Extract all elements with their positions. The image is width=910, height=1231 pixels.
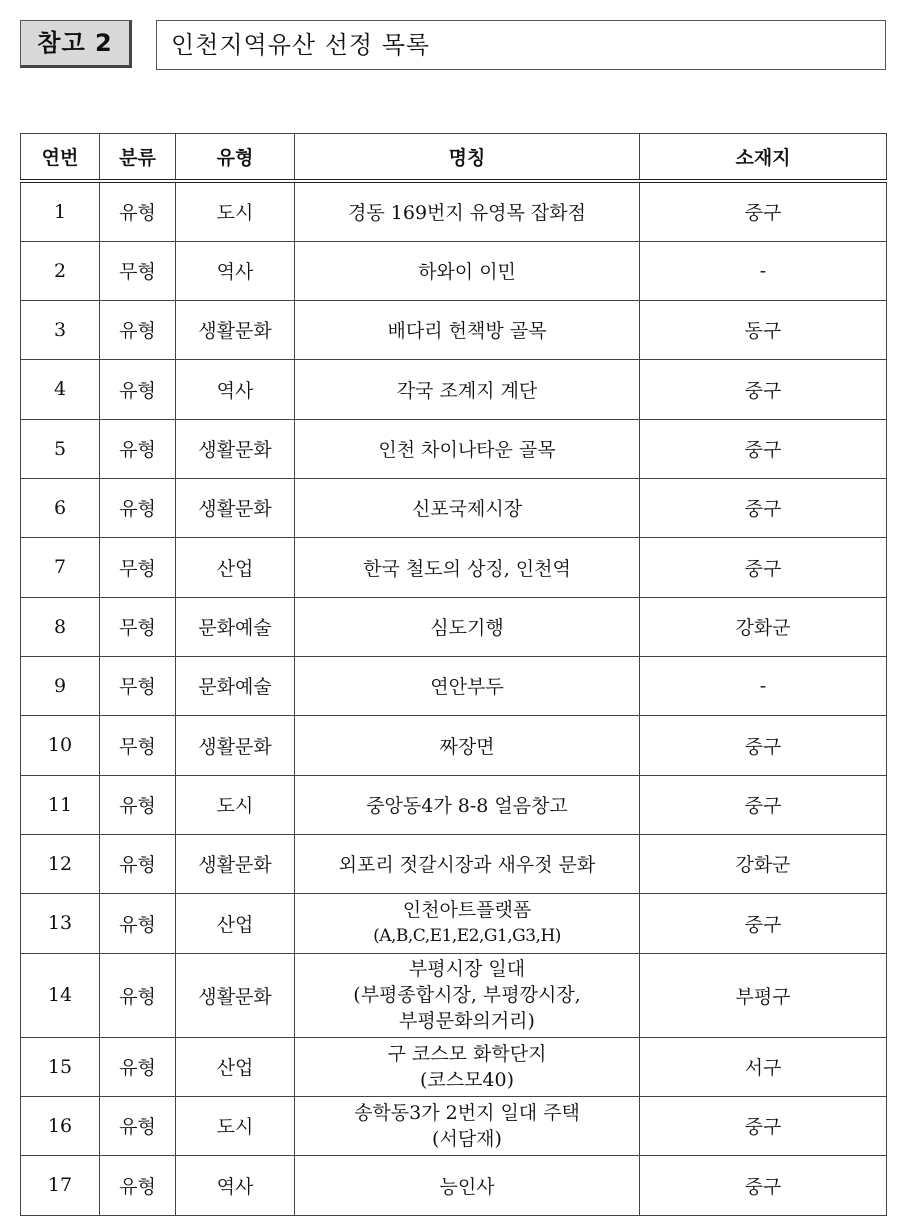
table-row [21,537,887,597]
column-header-name: 명칭 [295,134,640,182]
header-row [20,20,886,72]
cell-name [295,359,640,419]
cell-location: 강화군 [640,834,887,893]
cell-no: 4 [21,359,100,419]
table-row [21,241,887,300]
cell-name-line: 부평시장 일대 [408,958,526,980]
cell-type: 산업 [176,1037,295,1096]
cell-type: 역사 [176,241,295,300]
table-row [21,419,887,478]
cell-location: 부평구 [640,953,887,1037]
cell-location: 중구 [640,419,887,478]
cell-name-line: 중앙동4가 8-8 얼음창고 [366,795,568,817]
table-row [21,834,887,893]
cell-no: 16 [21,1096,100,1155]
cell-name [295,775,640,834]
cell-no: 2 [21,241,100,300]
cell-no: 7 [21,537,100,597]
cell-name-line: 경동 169번지 유영목 잡화점 [348,202,586,225]
table-row [21,597,887,656]
cell-location: - [640,241,887,300]
cell-name [295,241,640,300]
cell-type: 생활문화 [176,300,295,359]
table-row [21,300,887,359]
cell-category: 유형 [100,953,176,1037]
heritage-table [20,133,887,1216]
cell-type: 생활문화 [176,715,295,775]
cell-category: 유형 [100,478,176,537]
table-row [21,715,887,775]
column-header-location: 소재지 [640,134,887,182]
cell-name-line: (코스모40) [419,1068,515,1091]
cell-name-line: 부평문화의거리) [399,1010,535,1032]
table-row [21,1155,887,1215]
cell-name-line: 하와이 이민 [418,261,516,283]
cell-name [295,656,640,715]
cell-category: 무형 [100,241,176,300]
cell-name [295,834,640,893]
cell-name-line: (서담재) [432,1127,502,1150]
cell-category: 유형 [100,359,176,419]
cell-type: 산업 [176,893,295,953]
reference-label: 참고 2 [20,20,132,68]
cell-category: 유형 [100,1155,176,1215]
cell-name-line: 짜장면 [439,735,495,758]
cell-type: 문화예술 [176,597,295,656]
cell-name-line: 능인사 [439,1175,495,1198]
cell-location: - [640,656,887,715]
cell-location: 중구 [640,537,887,597]
table-row [21,1096,887,1155]
page-title: 인천지역유산 선정 목록 [156,20,886,70]
cell-category: 유형 [100,419,176,478]
table-row [21,656,887,715]
cell-no: 14 [21,953,100,1037]
cell-no: 12 [21,834,100,893]
cell-no: 3 [21,300,100,359]
column-header-type: 유형 [176,134,295,182]
cell-location: 중구 [640,478,887,537]
cell-category: 유형 [100,834,176,893]
cell-location: 동구 [640,300,887,359]
cell-location: 중구 [640,775,887,834]
cell-category: 유형 [100,300,176,359]
cell-name [295,1096,640,1155]
cell-name [295,1155,640,1215]
cell-name-line: 신포국제시장 [411,498,523,520]
cell-location: 강화군 [640,597,887,656]
cell-name-line: 구 코스모 화학단지 [387,1042,547,1065]
cell-type: 생활문화 [176,419,295,478]
cell-type: 생활문화 [176,478,295,537]
cell-category: 유형 [100,775,176,834]
cell-category: 무형 [100,715,176,775]
cell-no: 5 [21,419,100,478]
cell-type: 도시 [176,181,295,241]
cell-name [295,419,640,478]
cell-name [295,1037,640,1096]
cell-location: 중구 [640,1155,887,1215]
cell-name [295,537,640,597]
cell-type: 도시 [176,775,295,834]
cell-location: 중구 [640,359,887,419]
cell-type: 문화예술 [176,656,295,715]
column-header-no: 연번 [21,134,100,182]
cell-type: 역사 [176,1155,295,1215]
cell-name-line: 배다리 헌책방 골목 [387,320,547,342]
table-row [21,359,887,419]
table-row [21,478,887,537]
cell-no: 1 [21,181,100,241]
cell-category: 무형 [100,597,176,656]
cell-type: 도시 [176,1096,295,1155]
cell-name-line: 송학동3가 2번지 일대 주택 [354,1101,580,1124]
cell-name [295,893,640,953]
cell-name [295,478,640,537]
cell-name [295,181,640,241]
cell-category: 유형 [100,1037,176,1096]
cell-type: 역사 [176,359,295,419]
cell-type: 생활문화 [176,834,295,893]
column-header-category: 분류 [100,134,176,182]
cell-name [295,300,640,359]
cell-no: 13 [21,893,100,953]
cell-name-line: 연안부두 [430,676,504,698]
cell-name-line: 심도기행 [430,617,504,639]
cell-location: 중구 [640,893,887,953]
cell-no: 10 [21,715,100,775]
table-header-row [21,134,887,182]
cell-category: 무형 [100,537,176,597]
table-row [21,953,887,1037]
table-row [21,1037,887,1096]
table-row [21,775,887,834]
cell-name-line: 인천 차이나타운 골목 [378,439,556,461]
cell-no: 15 [21,1037,100,1096]
cell-no: 6 [21,478,100,537]
cell-name [295,715,640,775]
table-row [21,893,887,953]
cell-name-line: 각국 조계지 계단 [396,379,538,402]
cell-name-line: (A,B,C,E1,E2,G1,G3,H) [373,926,561,946]
cell-name [295,597,640,656]
cell-no: 8 [21,597,100,656]
cell-type: 산업 [176,537,295,597]
cell-name [295,953,640,1037]
cell-name-line: 외포리 젓갈시장과 새우젓 문화 [338,854,596,876]
cell-category: 유형 [100,893,176,953]
cell-location: 중구 [640,715,887,775]
cell-category: 유형 [100,1096,176,1155]
table-row [21,181,887,241]
cell-name-line: (부평종합시장, 부평깡시장, [353,984,581,1006]
cell-category: 유형 [100,181,176,241]
cell-no: 9 [21,656,100,715]
cell-location: 중구 [640,181,887,241]
cell-name-line: 한국 철도의 상징, 인천역 [363,557,571,580]
cell-location: 서구 [640,1037,887,1096]
cell-location: 중구 [640,1096,887,1155]
cell-category: 무형 [100,656,176,715]
cell-type: 생활문화 [176,953,295,1037]
cell-name-line: 인천아트플랫폼 [402,899,532,921]
cell-no: 11 [21,775,100,834]
table-body [21,181,887,1215]
cell-no: 17 [21,1155,100,1215]
